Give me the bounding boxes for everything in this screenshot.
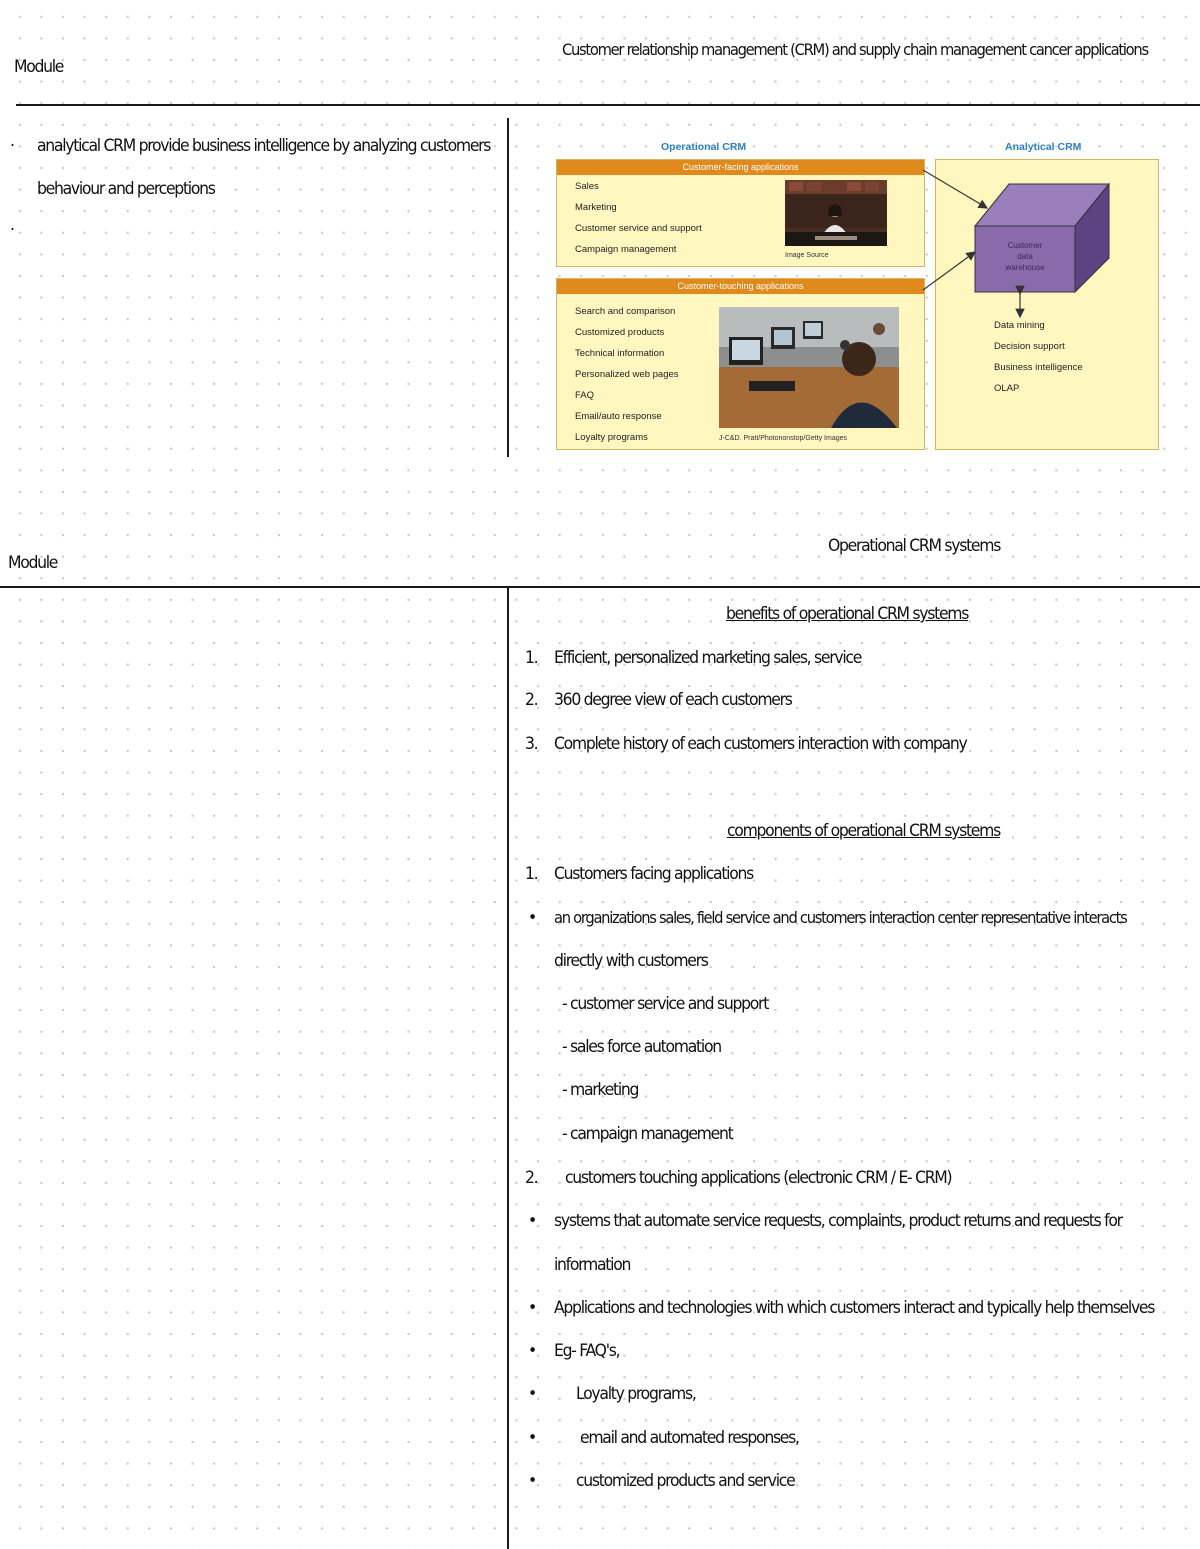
note-line: behaviour and perceptions xyxy=(37,179,215,199)
note-line: analytical CRM provide business intelligence by analyzing customers xyxy=(37,136,491,156)
list-item: Efficient, personalized marketing sales, service xyxy=(554,648,862,668)
bullet-dot: • xyxy=(528,1211,536,1231)
list-item: Complete history of each customers interaction with company xyxy=(554,734,967,754)
list-item: Marketing xyxy=(575,202,617,213)
list-item: customers touching applications (electronic CRM / E- CRM) xyxy=(565,1168,952,1188)
list-item: directly with customers xyxy=(554,951,708,971)
column-divider-1 xyxy=(507,118,509,457)
list-item: Loyalty programs xyxy=(575,432,648,443)
list-number: 2. xyxy=(525,690,538,710)
list-item: Customers facing applications xyxy=(554,864,754,884)
module-label-1: Module xyxy=(14,57,64,77)
list-item: Customer service and support xyxy=(575,223,702,234)
list-item: - campaign management xyxy=(562,1124,733,1144)
list-item: Applications and technologies with which customers interact and typically help themselves xyxy=(554,1298,1155,1318)
list-item: information xyxy=(554,1255,631,1275)
analytical-crm-title: Analytical CRM xyxy=(1005,141,1082,153)
bullet-dot: • xyxy=(528,908,536,928)
list-item: Loyalty programs, xyxy=(576,1384,696,1404)
bullet-dot: · xyxy=(10,136,14,156)
customer-touching-header: Customer-touching applications xyxy=(557,279,924,294)
bullet-dot: • xyxy=(528,1428,536,1448)
list-item: Data mining xyxy=(994,320,1045,331)
module-label-2: Module xyxy=(8,553,58,573)
column-divider-2 xyxy=(507,588,509,1549)
data-warehouse-cube xyxy=(555,136,1160,452)
warehouse-label: Customer data warehouse xyxy=(1005,241,1045,272)
list-number: 1. xyxy=(525,648,538,668)
section-heading-2: Operational CRM systems xyxy=(828,536,1001,556)
section-heading-1: Customer relationship management (CRM) and supply chain management cancer applications xyxy=(562,40,1148,59)
customer-facing-header: Customer-facing applications xyxy=(557,160,924,175)
list-item: Campaign management xyxy=(575,244,677,255)
list-item: Customized products xyxy=(575,327,665,338)
divider-1 xyxy=(16,104,1200,106)
list-item: Search and comparison xyxy=(575,306,676,317)
list-item: Technical information xyxy=(575,348,665,359)
list-item: systems that automate service requests, complaints, product returns and requests for xyxy=(554,1211,1122,1231)
list-item: - sales force automation xyxy=(562,1037,721,1057)
list-item: email and automated responses, xyxy=(580,1428,799,1448)
list-item: - marketing xyxy=(562,1080,639,1100)
operational-crm-title: Operational CRM xyxy=(661,141,747,153)
list-number: 1. xyxy=(525,864,538,884)
benefits-title: benefits of operational CRM systems xyxy=(726,604,969,624)
list-number: 3. xyxy=(525,734,538,754)
bullet-dot: • xyxy=(528,1471,536,1491)
list-item: FAQ xyxy=(575,390,595,401)
list-item: Sales xyxy=(575,181,599,192)
list-item: Decision support xyxy=(994,341,1065,352)
components-title: components of operational CRM systems xyxy=(727,821,1000,841)
list-item: 360 degree view of each customers xyxy=(554,690,792,710)
photo-credit: Image Source xyxy=(785,252,829,259)
list-item: - customer service and support xyxy=(562,994,769,1014)
bullet-dot: • xyxy=(528,1384,536,1404)
bullet-dot: · xyxy=(10,220,14,240)
divider-2 xyxy=(0,586,1200,588)
list-item: customized products and service xyxy=(576,1471,795,1491)
list-item: Personalized web pages xyxy=(575,369,679,380)
crm-diagram xyxy=(555,136,1160,452)
list-item: Business intelligence xyxy=(994,362,1083,373)
list-item: Email/auto response xyxy=(575,411,662,422)
bullet-dot: • xyxy=(528,1341,536,1361)
bullet-dot: • xyxy=(528,1298,536,1318)
list-number: 2. xyxy=(525,1168,538,1188)
list-item: Eg- FAQ's, xyxy=(554,1341,620,1361)
list-item: OLAP xyxy=(994,383,1020,394)
photo-credit: J-C&D. Pratt/Photononstop/Getty Images xyxy=(719,435,848,442)
list-item: an organizations sales, field service and customers interaction center representative interacts xyxy=(554,908,1127,927)
